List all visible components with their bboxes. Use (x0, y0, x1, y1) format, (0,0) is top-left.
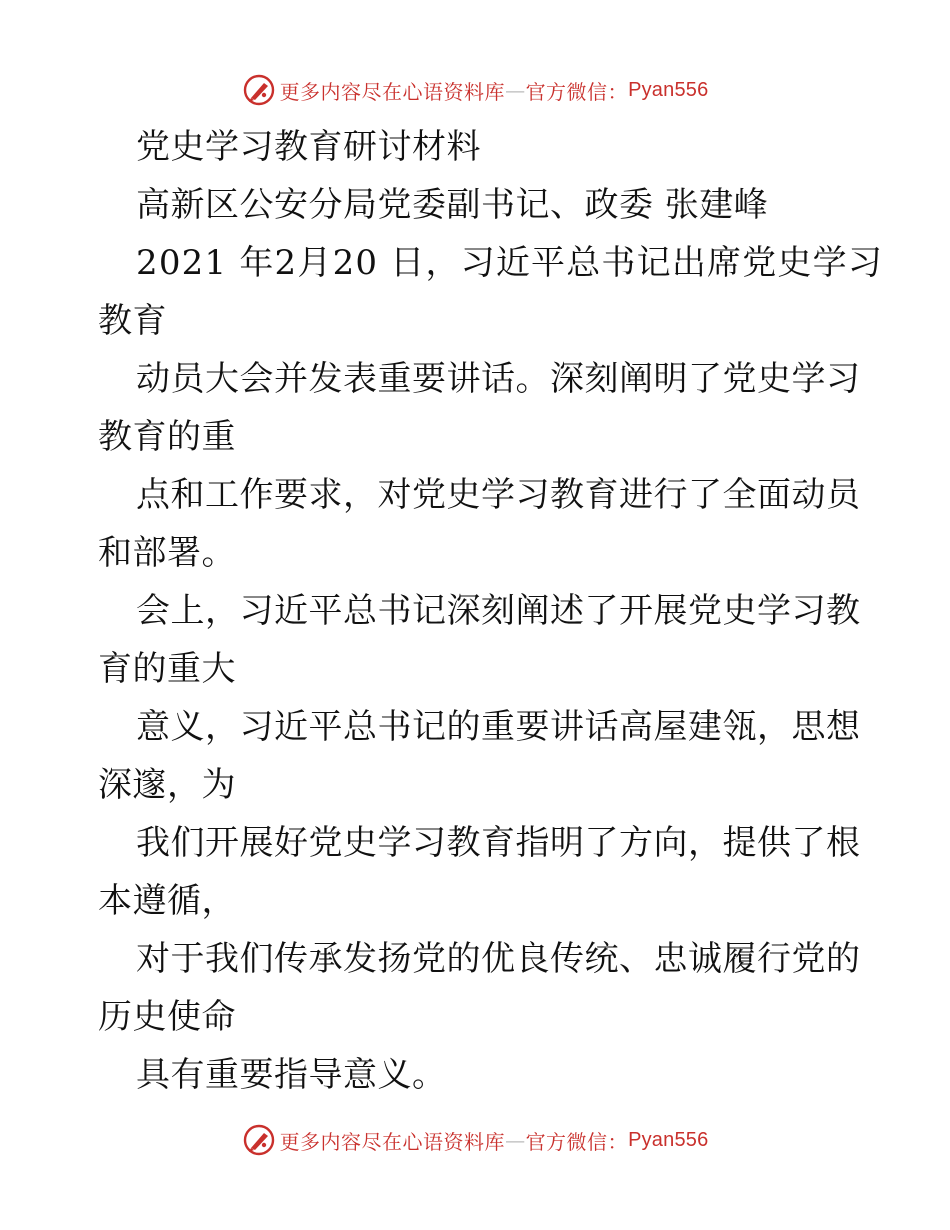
paragraph-line: 教育 (98, 301, 167, 341)
paragraph-line: 深邃，为 (98, 765, 236, 805)
pen-logo-icon (242, 1123, 276, 1157)
banner-wechat-handle: Pyan556 (628, 1128, 709, 1151)
paragraph-line: 意义，习近平总书记的重要讲话高屋建瓴，思想 (136, 707, 861, 747)
paragraph-line: 和部署。 (98, 533, 236, 573)
footer-banner (0, 1120, 950, 1160)
paragraph-line: 教育的重 (98, 417, 236, 457)
paragraph-line: 动员大会并发表重要讲话。深刻阐明了党史学习 (136, 359, 861, 399)
document-title: 党史学习教育研讨材料 (136, 127, 481, 167)
banner-dash: — (505, 1128, 526, 1152)
paragraph-line: 2021 年2月20 日，习近平总书记出席党史学习 (136, 243, 884, 283)
paragraph-line: 本遵循， (98, 881, 236, 921)
paragraph-line: 点和工作要求，对党史学习教育进行了全面动员 (136, 475, 861, 515)
document-author: 高新区公安分局党委副书记、政委 张建峰 (136, 185, 769, 225)
paragraph-line: 会上，习近平总书记深刻阐述了开展党史学习教 (136, 591, 861, 631)
paragraph-line: 对于我们传承发扬党的优良传统、忠诚履行党的 (136, 939, 861, 979)
banner-wechat-label: 官方微信： (525, 79, 629, 104)
header-banner (0, 70, 950, 110)
document-body (98, 118, 884, 1104)
banner-text: 更多内容尽在心语资料库 (279, 1129, 506, 1154)
banner-wechat-handle: Pyan556 (628, 78, 709, 101)
paragraph-line: 我们开展好党史学习教育指明了方向，提供了根 (136, 823, 861, 863)
paragraph-line: 育的重大 (98, 649, 236, 689)
pen-logo-icon (242, 73, 276, 107)
banner-text: 更多内容尽在心语资料库 (279, 79, 506, 104)
paragraph-line: 具有重要指导意义。 (136, 1055, 447, 1095)
banner-wechat-label: 官方微信： (525, 1129, 629, 1154)
paragraph-line: 历史使命 (98, 997, 236, 1037)
banner-dash: — (505, 78, 526, 102)
